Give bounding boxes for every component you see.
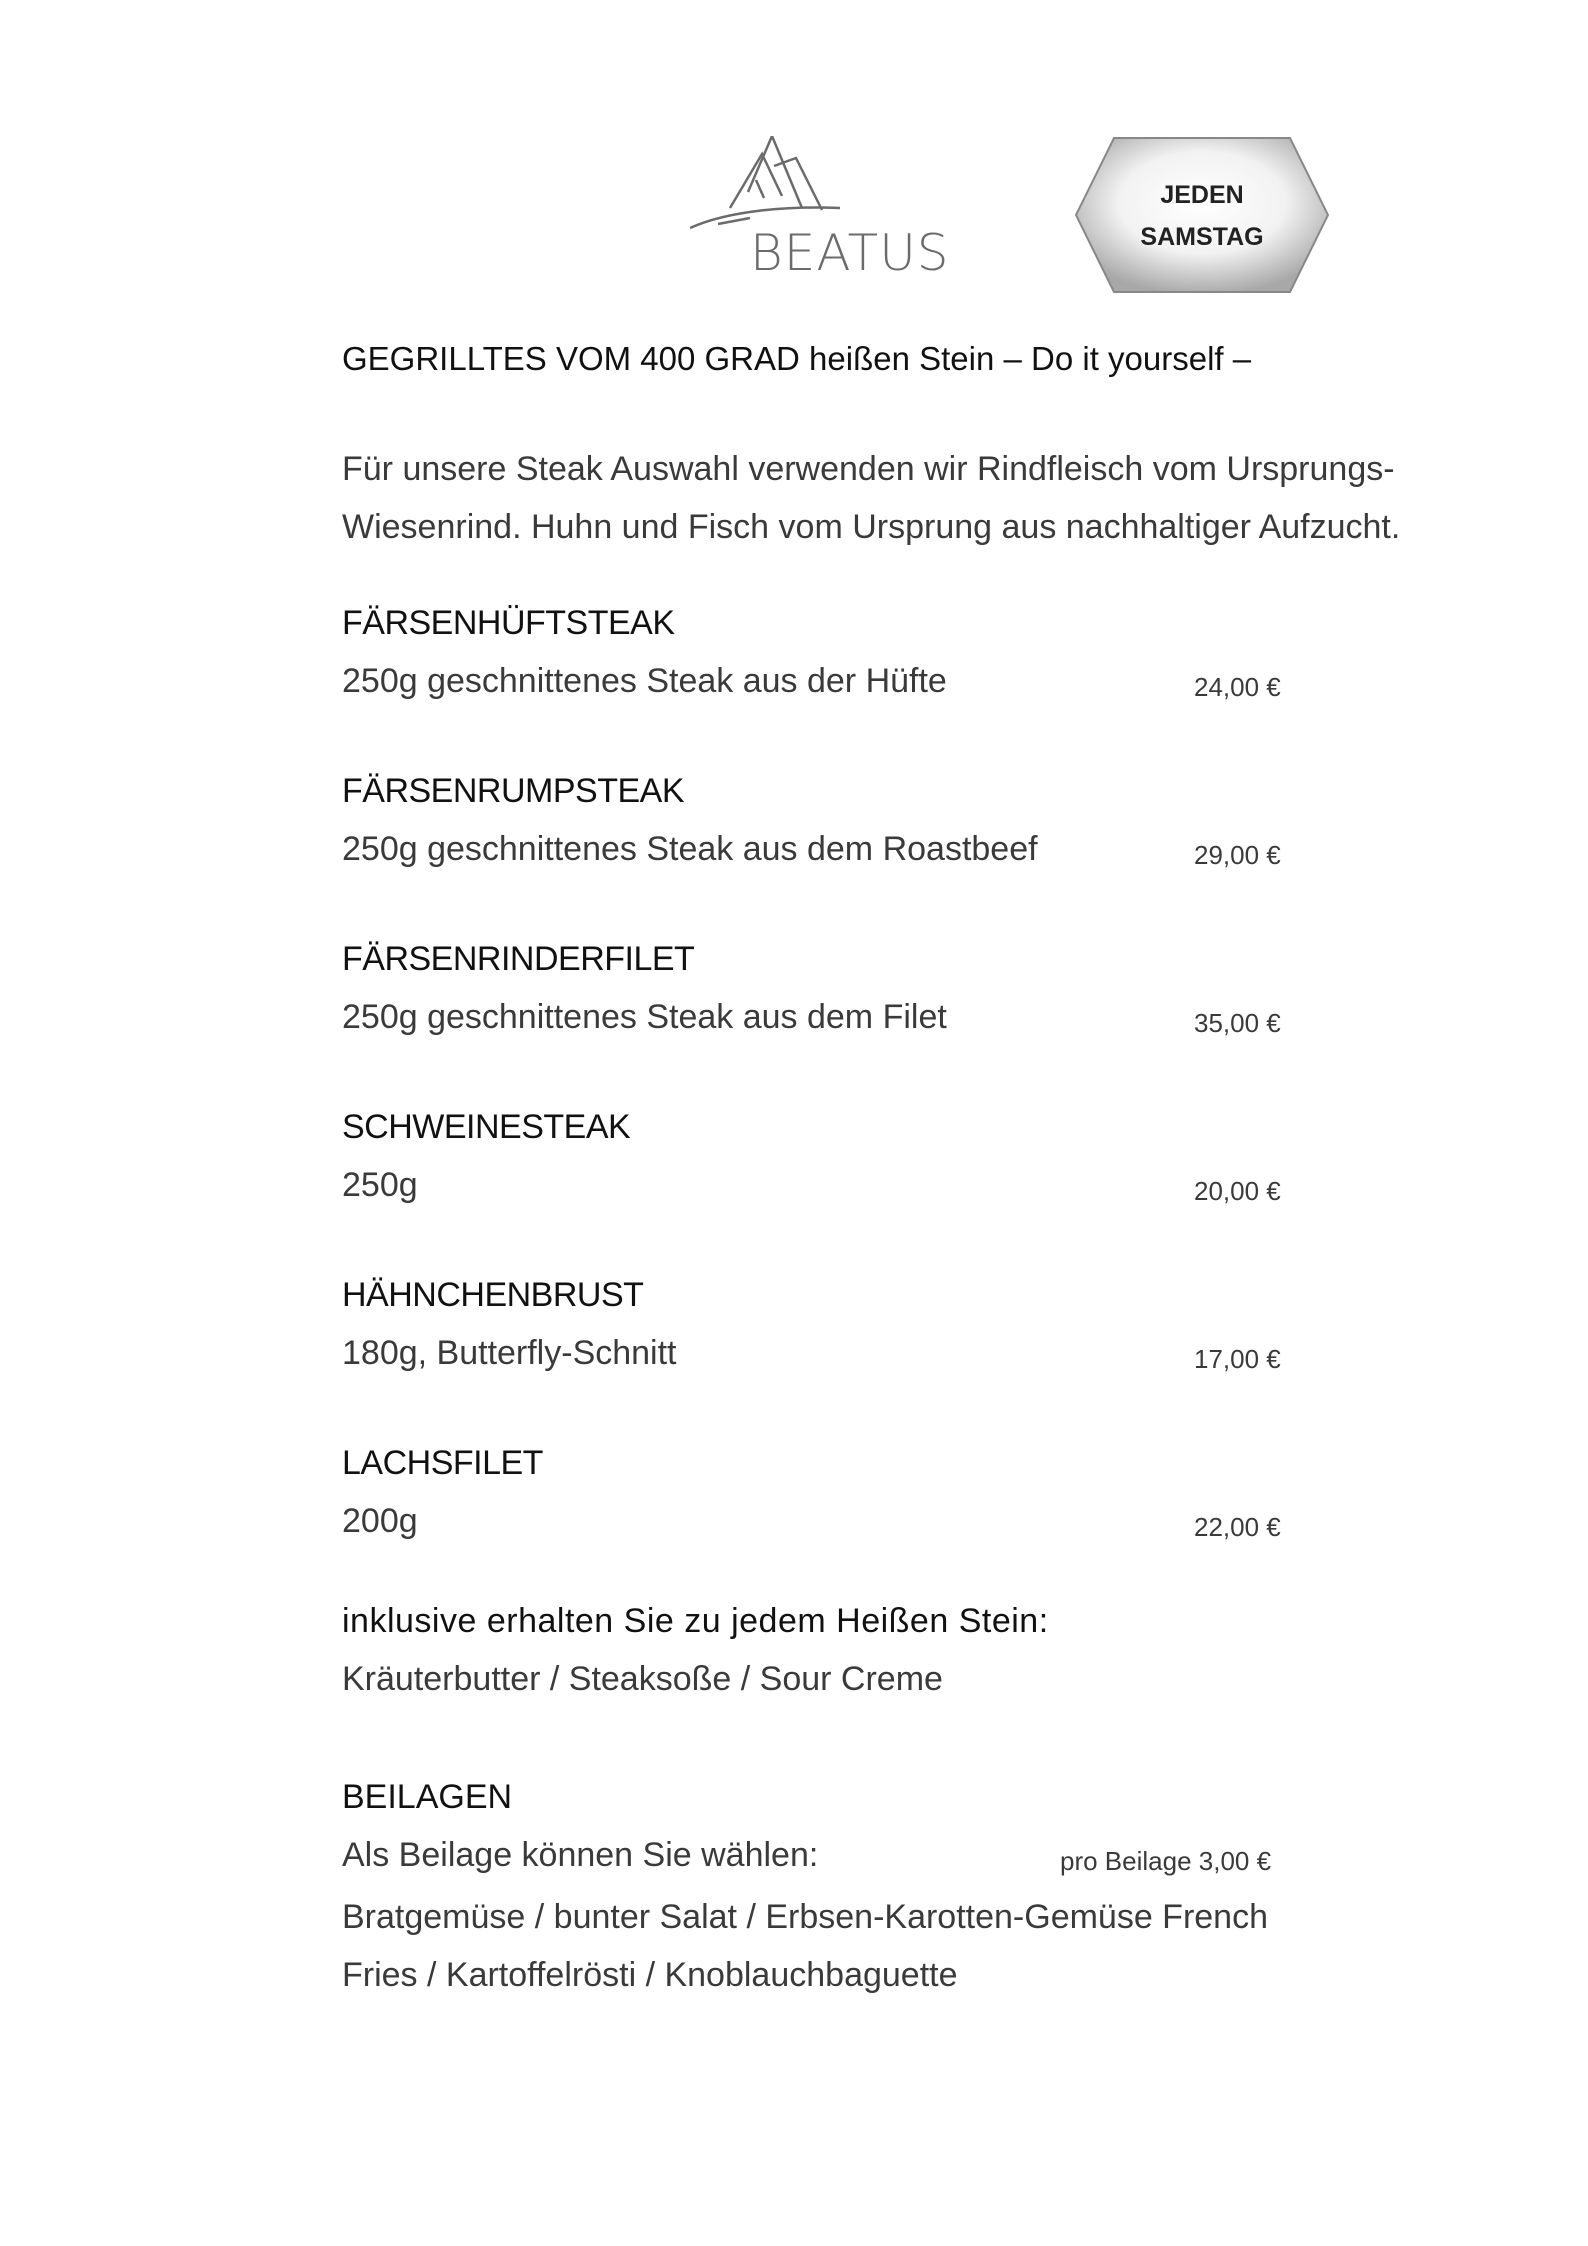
item-description: 180g, Butterfly-Schnitt — [342, 1334, 677, 1372]
item-price: 24,00 € — [1194, 672, 1281, 702]
sides-price: pro Beilage 3,00 € — [1060, 1846, 1272, 1876]
inclusive-title: inklusive erhalten Sie zu jedem Heißen Stein: — [342, 1602, 1049, 1640]
item-name: FÄRSENHÜFTSTEAK — [342, 604, 675, 642]
beatus-logo — [690, 136, 950, 286]
item-description: 200g — [342, 1502, 418, 1540]
every-saturday-badge — [1074, 136, 1330, 294]
item-price: 17,00 € — [1194, 1344, 1281, 1374]
item-name: SCHWEINESTEAK — [342, 1108, 631, 1146]
item-price: 20,00 € — [1194, 1176, 1281, 1206]
item-price: 22,00 € — [1194, 1512, 1281, 1542]
page-title: GEGRILLTES VOM 400 GRAD heißen Stein – Do it yourself – — [342, 340, 1252, 377]
badge-line-2: SAMSTAG — [1140, 223, 1264, 251]
item-description: 250g geschnittenes Steak aus der Hüfte — [342, 662, 947, 700]
sides-intro: Als Beilage können Sie wählen: — [342, 1836, 819, 1874]
item-name: FÄRSENRUMPSTEAK — [342, 772, 684, 810]
item-name: HÄHNCHENBRUST — [342, 1276, 644, 1314]
item-name: LACHSFILET — [342, 1444, 543, 1482]
item-name: FÄRSENRINDERFILET — [342, 940, 695, 978]
sides-list: Bratgemüse / bunter Salat / Erbsen-Karotten-Gemüse French Fries / Kartoffelrösti / Knoblauchbaguette — [342, 1898, 1269, 1994]
intro-text: Für unsere Steak Auswahl verwenden wir Rindfleisch vom Ursprungs-Wiesenrind. Huhn und Fisch vom Ursprung aus nachhaltiger Aufzucht. — [342, 450, 1401, 546]
item-description: 250g geschnittenes Steak aus dem Filet — [342, 998, 947, 1036]
item-description: 250g geschnittenes Steak aus dem Roastbeef — [342, 830, 1038, 868]
brand-name: BEATUS — [750, 224, 950, 282]
inclusive-text: Kräuterbutter / Steaksoße / Sour Creme — [342, 1660, 943, 1698]
badge-line-1: JEDEN — [1160, 181, 1244, 209]
badge-text — [1074, 174, 1330, 258]
item-price: 29,00 € — [1194, 840, 1281, 870]
sides-title: BEILAGEN — [342, 1778, 513, 1816]
item-price: 35,00 € — [1194, 1008, 1281, 1038]
item-description: 250g — [342, 1166, 418, 1204]
